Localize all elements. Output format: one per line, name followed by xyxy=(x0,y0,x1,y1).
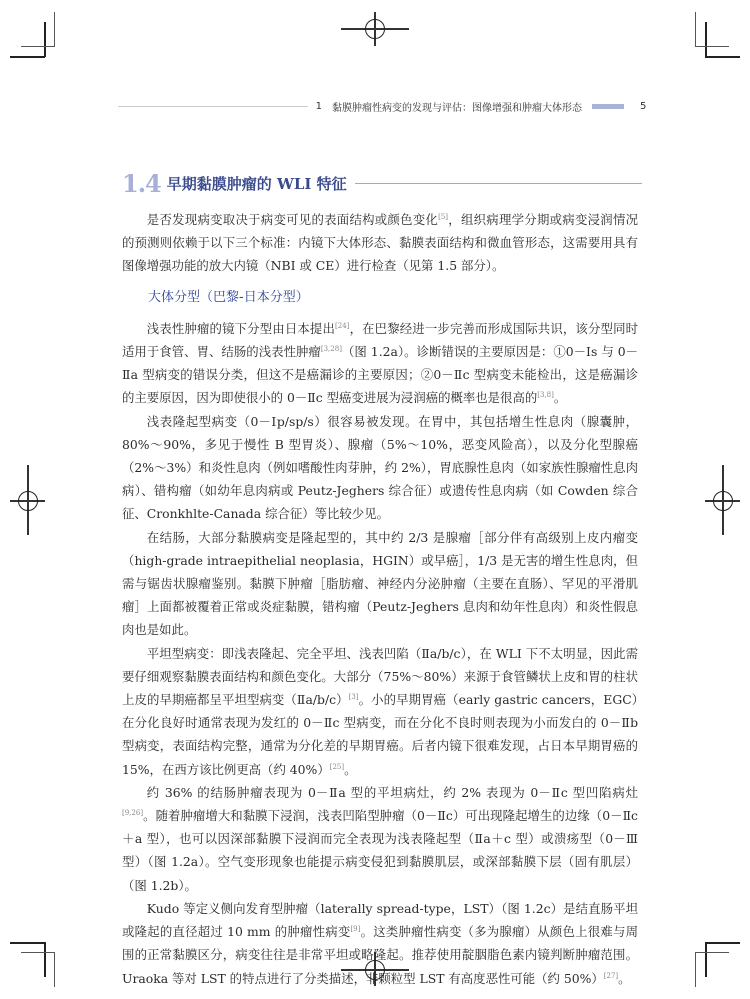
running-head xyxy=(118,98,648,114)
citation: [27] xyxy=(603,971,619,980)
paragraph-flat-lesions: 平坦型病变：即浅表隆起、完全平坦、浅表凹陷（Ⅱa/b/c），在 WLI 下不太明显，因此需要仔细观察黏膜表面结构和颜色变化。大部分（75%～80%）来源于食管鳞状上皮和胃的柱状上皮的早期癌都呈平坦型病变（Ⅱa/b/c）[3]。小的早期胃癌（early gastric cancers，EGC）在分化良好时通常表现为发红的 0－Ⅱc 型病变，而在分化不良时则表现为小而发白的 0－Ⅱb 型病变，表面结构完整，通常为分化差的早期胃癌。后者内镜下很难发现，占日本早期胃癌的 15%，在西方该比例更高（约 40%）[25]。 xyxy=(122,645,638,777)
citation: [5] xyxy=(438,212,449,221)
section-heading xyxy=(122,168,642,198)
citation: [3] xyxy=(348,692,359,701)
running-head-accent-bar xyxy=(592,104,624,109)
paragraph-protruded-lesions: 浅表隆起型病变（0－Ⅰp/sp/s）很容易被发现。在胃中，其包括增生性息肉（腺囊肿，80%～90%，多见于慢性 B 型胃炎）、腺瘤（5%～10%，恶变风险高），以及分化型腺癌（2%～3%）和炎性息肉（例如嗜酸性肉芽肿，约 2%），胃底腺性息肉（如家族性腺瘤性息肉病）、错构瘤（如幼年息肉病或 Peutz-Jeghers 综合征）或遗传性息肉病（如 Cowden 综合征、Cronkhlte-Canada 综合征）等比较少见。 xyxy=(122,413,638,522)
page-number: 5 xyxy=(640,100,647,112)
citation: [3,28] xyxy=(320,344,342,353)
chapter-title: 黏膜肿瘤性病变的发现与评估：图像增强和肿瘤大体形态 xyxy=(332,102,582,114)
paragraph-lst: Kudo 等定义侧向发育型肿瘤（laterally spread-type，LST）（图 1.2c）是结直肠平坦或隆起的直径超过 10 mm 的肿瘤性病变[9]。这类肿瘤性病变（多为腺瘤）从颜色上很难与周围的正常黏膜区分，病变往往是非常平坦或略隆起。推荐使用靛胭脂色素内镜判断肿瘤范围。Uraoka 等对 LST 的特点进行了分类描述，非颗粒型 LST 有高度恶性可能（约 50%）[27]。 xyxy=(122,900,639,986)
body-text xyxy=(122,208,638,990)
citation: [25] xyxy=(329,762,345,771)
citation: [9] xyxy=(350,924,361,933)
running-head-rule xyxy=(118,106,308,107)
chapter-number: 1 xyxy=(315,100,322,112)
citation: [9,26] xyxy=(122,808,144,817)
citation: [24] xyxy=(335,321,350,330)
section-number: 1.4 xyxy=(122,168,161,198)
section-heading-rule xyxy=(355,183,642,184)
paragraph-paris-classification: 浅表性肿瘤的镜下分型由日本提出[24]，在巴黎经进一步完善而形成国际共识，该分型同时适用于食管、胃、结肠的浅表性肿瘤[3,28]（图 1.2a）。诊断错误的主要原因是：①0－Ⅰs 与 0－Ⅱa 型病变的错误分类，但这不是癌漏诊的主要原因；②0－Ⅱc 型病变未能检出，这是癌漏诊的主要原因，因为即使很小的 0－Ⅱc 型癌变进展为浸润癌的概率也是很高的[3,8]。 xyxy=(122,320,639,406)
section-title: 早期黏膜肿瘤的 WLI 特征 xyxy=(166,174,347,193)
paragraph-colon-lesions: 在结肠，大部分黏膜病变是隆起型的，其中约 2/3 是腺瘤［部分伴有高级别上皮内瘤变（high-grade intraepithelial neoplasia，HGIN）或早癌］，1/3 是无害的增生性息肉，但需与锯齿状腺瘤鉴别。黏膜下肿瘤［脂肪瘤、神经内分泌肿瘤（主要在直肠）、罕见的平滑肌瘤］上面都被覆着正常或炎症黏膜，错构瘤（Peutz-Jeghers 息肉和幼年性息肉）和炎性假息肉也是如此。 xyxy=(122,529,638,638)
subsection-heading: 大体分型（巴黎-日本分型） xyxy=(148,289,309,305)
paragraph-colorectal-flat: 约 36% 的结肠肿瘤表现为 0－Ⅱa 型的平坦病灶，约 2% 表现为 0－Ⅱc 型凹陷病灶[9,26]。随着肿瘤增大和黏膜下浸润，浅表凹陷型肿瘤（0－Ⅱc）可出现隆起增生的边缘（0－Ⅱc＋a 型），也可以因深部黏膜下浸润而完全表现为浅表隆起型（Ⅱa＋c 型）或溃疡型（0－Ⅲ 型）（图 1.2a）。空气变形现象也能提示病变侵犯到黏膜肌层，或深部黏膜下层（固有肌层）（图 1.2b）。 xyxy=(122,784,638,893)
intro-paragraph: 是否发现病变取决于病变可见的表面结构或颜色变化[5]，组织病理学分期或病变浸润情况的预测则依赖于以下三个标准：内镜下大体形态、黏膜表面结构和微血管形态，这需要用具有图像增强功能的放大内镜（NBI 或 CE）进行检查（见第 1.5 部分）。 xyxy=(122,212,639,274)
citation: [3,8] xyxy=(537,391,554,400)
